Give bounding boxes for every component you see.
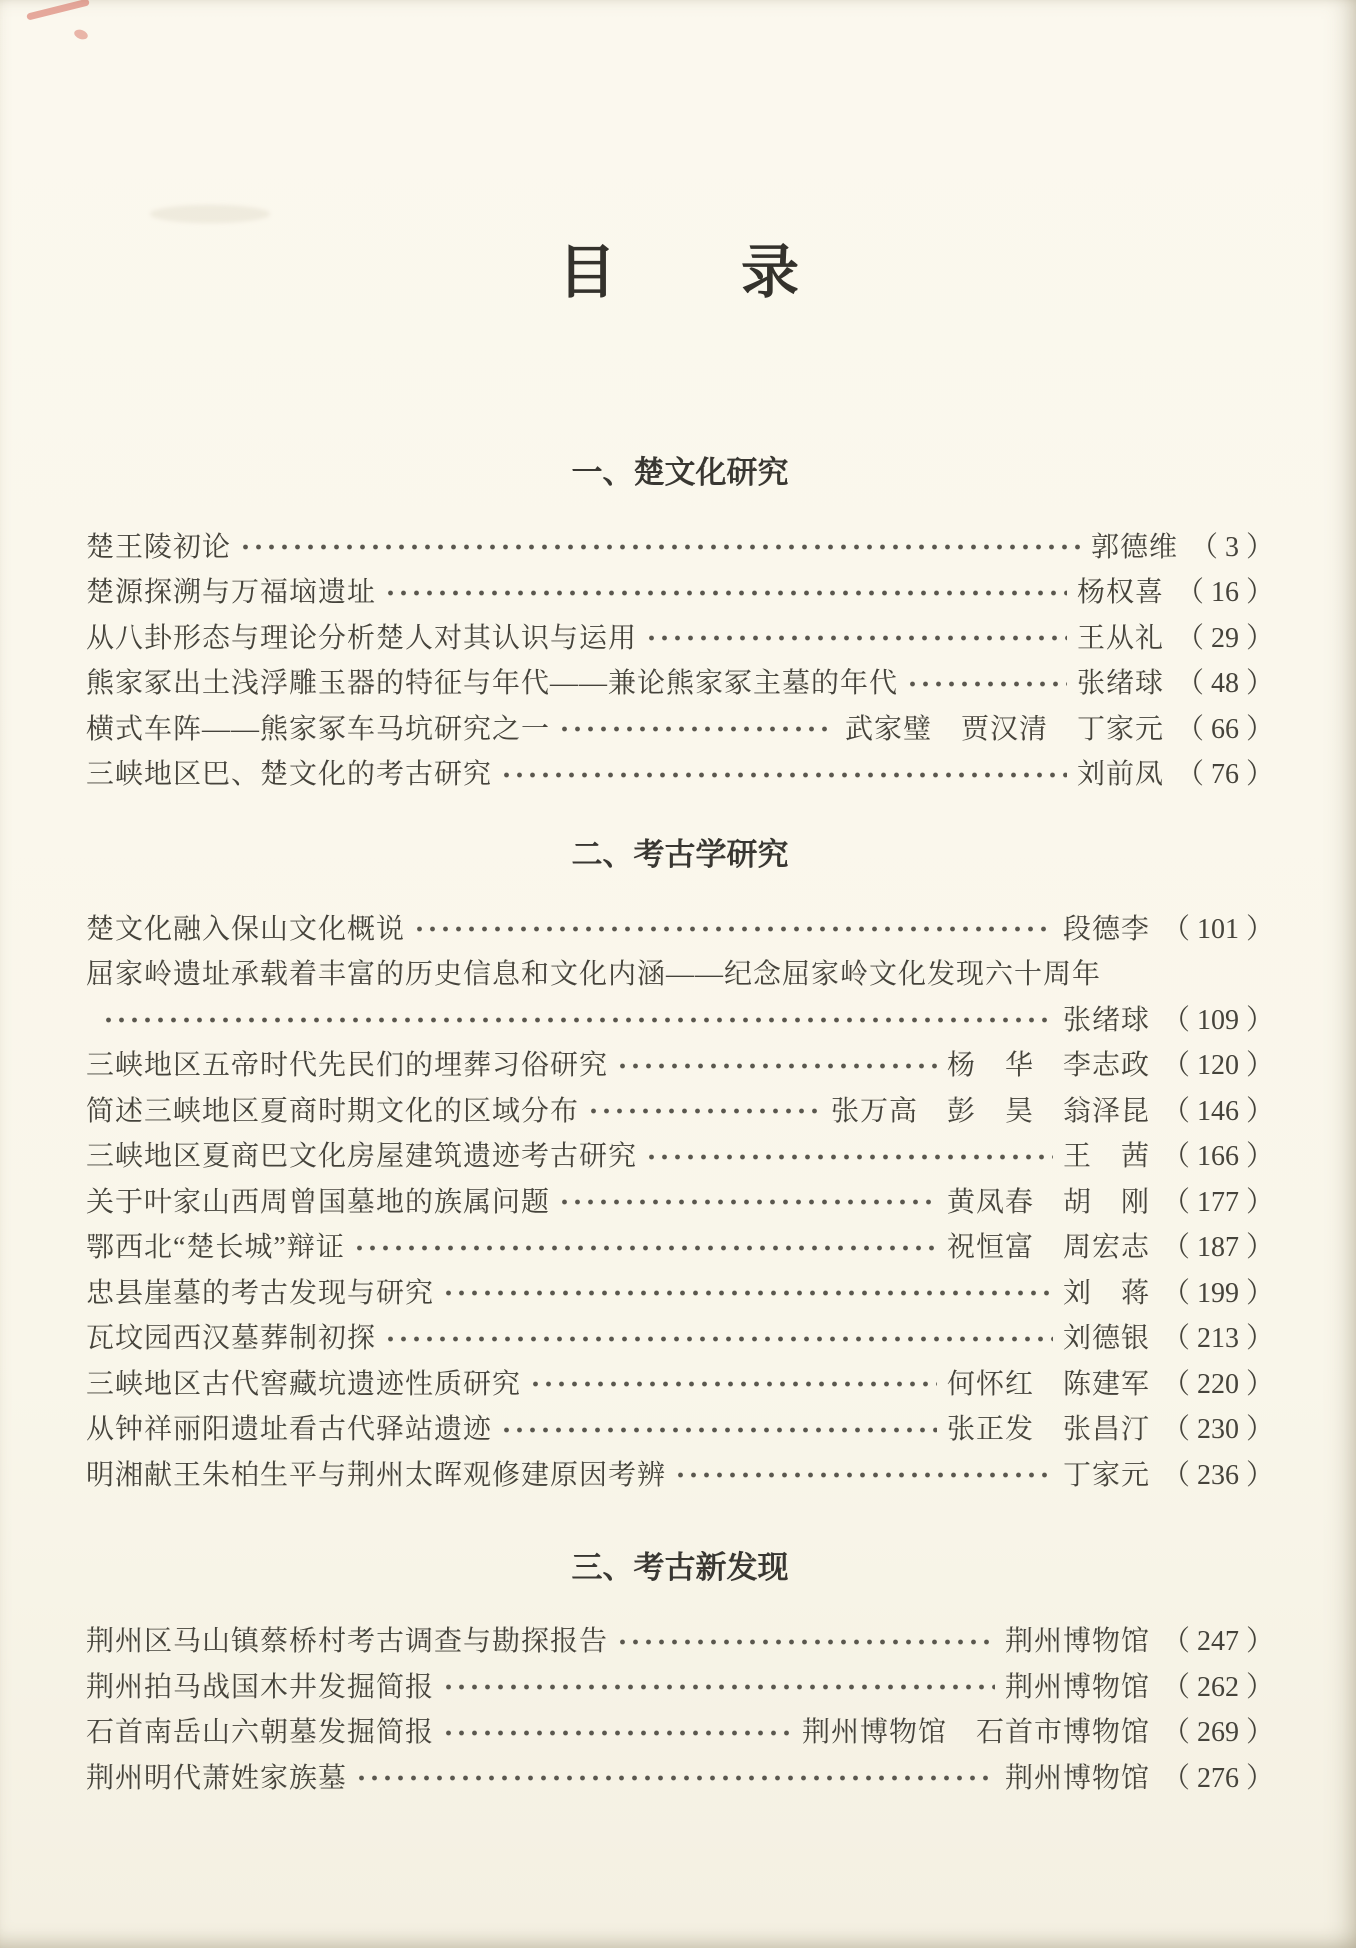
entry-page: （ 146 ）	[1161, 1095, 1274, 1127]
entry-page: （ 187 ）	[1161, 1232, 1274, 1264]
toc-entry	[86, 1132, 1274, 1178]
entry-page: （ 213 ）	[1161, 1323, 1274, 1355]
toc-entry	[86, 613, 1274, 659]
entry-page: （ 220 ）	[1161, 1368, 1274, 1400]
toc-entry	[86, 1405, 1274, 1451]
entry-page: （ 276 ）	[1161, 1762, 1274, 1794]
entry-page: （ 166 ）	[1161, 1141, 1274, 1173]
dot-leader	[587, 1086, 821, 1132]
toc-entry	[86, 1359, 1274, 1405]
toc-entry	[86, 1708, 1274, 1754]
toc-entry-wrapped-title	[86, 950, 1274, 996]
entry-authors: 刘前凤	[1076, 759, 1164, 791]
section-heading-3: 三、考古新发现	[571, 1549, 789, 1585]
entry-title: 熊家冢出土浅浮雕玉器的特征与年代——兼论熊家冢主墓的年代	[86, 668, 899, 700]
dot-leader	[442, 1268, 1053, 1314]
entry-title: 三峡地区五帝时代先民们的埋葬习俗研究	[86, 1050, 609, 1082]
entry-authors: 张绪球	[1062, 1004, 1150, 1036]
entry-page: （ 262 ）	[1161, 1671, 1274, 1703]
entry-authors: 荆州博物馆 石首市博物馆	[801, 1717, 1150, 1749]
dot-leader	[616, 1617, 995, 1663]
toc-entry	[86, 750, 1274, 796]
dot-leader	[239, 522, 1081, 568]
toc-entry	[86, 1617, 1274, 1663]
entry-authors: 祝恒富 周宏志	[946, 1232, 1150, 1264]
entry-title: 简述三峡地区夏商时期文化的区域分布	[86, 1095, 580, 1127]
entry-page: （ 247 ）	[1161, 1626, 1274, 1658]
entry-title: 瓦坟园西汉墓葬制初探	[86, 1323, 377, 1355]
entry-title: 楚王陵初论	[86, 531, 232, 563]
toc-entry	[86, 1662, 1274, 1708]
entry-authors: 荆州博物馆	[1004, 1626, 1150, 1658]
entry-title: 石首南岳山六朝墓发掘简报	[86, 1717, 435, 1749]
toc-entry	[86, 522, 1274, 568]
toc-entry	[86, 1223, 1274, 1269]
entry-title: 从钟祥丽阳遗址看古代驿站遗迹	[86, 1414, 493, 1446]
toc-entry	[86, 659, 1274, 705]
entry-page: （ 120 ）	[1161, 1050, 1274, 1082]
dot-leader	[616, 1041, 937, 1087]
entry-title: 从八卦形态与理论分析楚人对其认识与运用	[86, 622, 638, 654]
dot-leader	[558, 704, 835, 750]
entry-title: 关于叶家山西周曾国墓地的族属问题	[86, 1186, 551, 1218]
toc-entry	[86, 1753, 1274, 1799]
toc-entry	[86, 1268, 1274, 1314]
page-title: 目 录	[557, 240, 802, 305]
section-heading-1: 一、楚文化研究	[571, 455, 789, 490]
toc-entry	[86, 704, 1274, 750]
entry-title: 楚源探溯与万福垴遗址	[86, 577, 377, 609]
entry-authors: 刘 蒋	[1062, 1277, 1150, 1309]
entry-title: 楚文化融入保山文化概说	[86, 913, 406, 945]
entry-page: （ 199 ）	[1161, 1277, 1274, 1309]
dot-leader	[442, 1662, 995, 1708]
entry-page: （ 48 ）	[1175, 668, 1274, 700]
toc-entry-wrapped-continuation	[86, 995, 1274, 1041]
entry-page: （ 101 ）	[1161, 913, 1274, 945]
dot-leader	[645, 1132, 1053, 1178]
toc-entry	[86, 904, 1274, 950]
entry-authors: 杨权喜	[1076, 577, 1164, 609]
entry-authors: 武家璧 贾汉清 丁家元	[844, 713, 1164, 745]
entry-page: （ 3 ）	[1189, 531, 1274, 563]
entry-title: 荆州明代萧姓家族墓	[86, 1762, 348, 1794]
dot-leader	[500, 1405, 937, 1451]
entry-page: （ 269 ）	[1161, 1717, 1274, 1749]
entry-authors: 王从礼	[1076, 622, 1164, 654]
toc-entry	[86, 568, 1274, 614]
dot-leader	[674, 1450, 1053, 1496]
entry-authors: 郭德维	[1090, 531, 1178, 563]
dot-leader	[645, 613, 1067, 659]
entry-title: 三峡地区古代窖藏坑遗迹性质研究	[86, 1368, 522, 1400]
dot-leader	[500, 750, 1067, 796]
toc-entry	[86, 1314, 1274, 1360]
entry-authors: 丁家元	[1062, 1459, 1150, 1491]
dot-leader	[558, 1177, 937, 1223]
entry-title: 屈家岭遗址承载着丰富的历史信息和文化内涵——纪念屈家岭文化发现六十周年	[86, 959, 1102, 991]
entry-title: 三峡地区夏商巴文化房屋建筑遗迹考古研究	[86, 1141, 638, 1173]
entry-title: 横式车阵——熊家冢车马坑研究之一	[86, 713, 551, 745]
section-heading-2: 二、考古学研究	[571, 837, 789, 872]
toc-entry	[86, 1041, 1274, 1087]
entry-page: （ 29 ）	[1175, 622, 1274, 654]
entry-authors: 段德李	[1062, 913, 1150, 945]
dot-leader	[384, 568, 1067, 614]
pen-mark	[73, 28, 89, 41]
entry-page: （ 230 ）	[1161, 1414, 1274, 1446]
pen-mark	[26, 0, 90, 21]
entry-title: 鄂西北“楚长城”辩证	[86, 1232, 345, 1264]
entry-authors: 何怀红 陈建军	[946, 1368, 1150, 1400]
entry-page: （ 76 ）	[1175, 759, 1274, 791]
entry-title: 三峡地区巴、楚文化的考古研究	[86, 759, 493, 791]
entry-page: （ 177 ）	[1161, 1186, 1274, 1218]
entry-authors: 黄凤春 胡 刚	[946, 1186, 1150, 1218]
entry-title: 荆州拍马战国木井发掘简报	[86, 1671, 435, 1703]
dot-leader	[906, 659, 1067, 705]
entry-authors: 荆州博物馆	[1004, 1762, 1150, 1794]
entry-page: （ 109 ）	[1161, 1004, 1274, 1036]
entry-page: （ 66 ）	[1175, 713, 1274, 745]
entry-authors: 刘德银	[1062, 1323, 1150, 1355]
dot-leader	[353, 1223, 937, 1269]
toc-entry	[86, 1177, 1274, 1223]
entry-title: 忠县崖墓的考古发现与研究	[86, 1277, 435, 1309]
entry-authors: 荆州博物馆	[1004, 1671, 1150, 1703]
entry-title: 荆州区马山镇蔡桥村考古调查与勘探报告	[86, 1626, 609, 1658]
entry-authors: 王 茜	[1062, 1141, 1150, 1173]
entry-page: （ 16 ）	[1175, 577, 1274, 609]
entry-authors: 张绪球	[1076, 668, 1164, 700]
scan-smudge	[150, 205, 270, 223]
dot-leader	[355, 1753, 995, 1799]
dot-leader	[442, 1708, 792, 1754]
dot-leader	[384, 1314, 1053, 1360]
toc-entry	[86, 1086, 1274, 1132]
toc-entry	[86, 1450, 1274, 1496]
entry-title: 明湘献王朱柏生平与荆州太晖观修建原因考辨	[86, 1459, 667, 1491]
entry-authors: 张正发 张昌汀	[946, 1414, 1150, 1446]
dot-leader	[529, 1359, 937, 1405]
entry-authors: 张万高 彭 昊 翁泽昆	[830, 1095, 1150, 1127]
entry-page: （ 236 ）	[1161, 1459, 1274, 1491]
dot-leader	[102, 995, 1053, 1041]
dot-leader	[413, 904, 1053, 950]
entry-authors: 杨 华 李志政	[946, 1050, 1150, 1082]
